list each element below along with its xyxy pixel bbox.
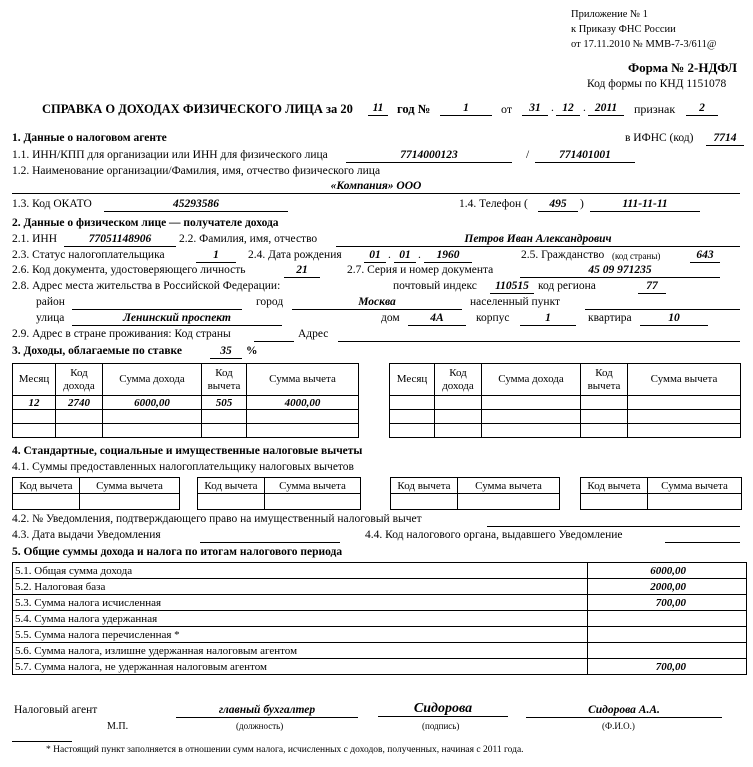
signature-caption: (подпись) <box>422 721 460 731</box>
deduction-code-label: Код вычета <box>13 478 80 494</box>
agent-name-label: 1.2. Наименование организации/Фамилия, имя, отчество физического лица <box>12 165 381 177</box>
foreign-country-label: 2.9. Адрес в стране проживания: Код страны <box>12 328 231 340</box>
total-income-value[interactable]: 6000,00 <box>588 563 747 579</box>
dob-dot: . <box>418 249 421 261</box>
form-name: Форма № 2-НДФЛ <box>628 60 738 75</box>
notice-date-label: 4.3. Дата выдачи Уведомления <box>12 529 161 541</box>
notice-organ-field[interactable] <box>665 542 740 543</box>
col-month: Месяц <box>390 364 435 396</box>
flat-field[interactable]: 10 <box>640 313 708 326</box>
flat-label: квартира <box>588 312 632 324</box>
date-day-field[interactable]: 31 <box>522 103 548 116</box>
dob-dot: . <box>388 249 391 261</box>
table-row <box>13 563 747 579</box>
cell-deduction-code[interactable]: 505 <box>202 396 247 410</box>
building-label: корпус <box>476 312 510 324</box>
cell-deduction-sum[interactable]: 4000,00 <box>247 396 359 410</box>
status-label: 2.3. Статус налогоплательщика <box>12 249 165 261</box>
tax-base-label: 5.2. Налоговая база <box>13 579 588 595</box>
doc-series-label: 2.7. Серия и номер документа <box>347 264 494 276</box>
deduction-table-4 <box>580 477 742 510</box>
col-month: Месяц <box>13 364 56 396</box>
cell-income-sum[interactable]: 6000,00 <box>103 396 202 410</box>
income-table-right <box>389 363 741 438</box>
date-year-field[interactable]: 2011 <box>588 103 624 116</box>
fio-field[interactable]: Петров Иван Александрович <box>336 234 740 247</box>
phone-label: 1.4. Телефон ( <box>459 198 528 210</box>
appendix-line-2: к Приказу ФНС России <box>571 24 676 35</box>
year-field[interactable]: 11 <box>368 103 388 116</box>
date-from-label: от <box>501 102 513 116</box>
section-2-title: 2. Данные о физическом лице — получателе дохода <box>12 217 279 229</box>
dob-day-field[interactable]: 01 <box>364 250 386 263</box>
locality-label: населенный пункт <box>470 296 561 308</box>
table-row <box>390 410 741 424</box>
income-table-left <box>12 363 359 438</box>
col-deduction-sum: Сумма вычета <box>628 364 741 396</box>
cell-income-code[interactable]: 2740 <box>56 396 103 410</box>
okato-label: 1.3. Код ОКАТО <box>12 198 92 210</box>
deduction-code-label: Код вычета <box>198 478 265 494</box>
table-row <box>13 643 747 659</box>
deduction-table-1 <box>12 477 180 510</box>
col-income-sum: Сумма дохода <box>482 364 581 396</box>
document-title: СПРАВКА О ДОХОДАХ ФИЗИЧЕСКОГО ЛИЦА за 20 <box>42 102 353 116</box>
citizenship-label: 2.5. Гражданство <box>521 249 605 261</box>
notice-date-field[interactable] <box>200 542 340 543</box>
sign-label: признак <box>634 102 676 116</box>
col-income-code: Код дохода <box>435 364 482 396</box>
deduction-table-3 <box>390 477 560 510</box>
form-knd: Код формы по КНД 1151078 <box>587 78 727 90</box>
doc-code-label: 2.6. Код документа, удостоверяющего личность <box>12 264 246 276</box>
foreign-country-field[interactable] <box>254 341 294 342</box>
appendix-line-3: от 17.11.2010 № ММВ-7-3/611@ <box>571 39 717 50</box>
col-income-sum: Сумма дохода <box>103 364 202 396</box>
deduction-table-2 <box>197 477 361 510</box>
notice-number-field[interactable] <box>487 526 740 527</box>
house-label: дом <box>381 312 400 324</box>
col-deduction-code: Код вычета <box>581 364 628 396</box>
fio-label: 2.2. Фамилия, имя, отчество <box>179 233 318 245</box>
date-month-field[interactable]: 12 <box>556 103 580 116</box>
table-row <box>13 627 747 643</box>
zip-label: почтовый индекс <box>393 280 477 292</box>
person-inn-field[interactable]: 77051148906 <box>64 234 176 247</box>
dob-month-field[interactable]: 01 <box>394 250 416 263</box>
deduction-code-label: Код вычета <box>391 478 458 494</box>
deductions-subtitle: 4.1. Суммы предоставленных налогоплательщику налоговых вычетов <box>12 461 354 473</box>
table-row <box>13 659 747 675</box>
citizenship-note: (код страны) <box>612 251 661 261</box>
number-field[interactable]: 1 <box>440 103 492 116</box>
ifns-label: в ИФНС (код) <box>625 132 694 144</box>
tax-overwithheld-label: 5.6. Сумма налога, излишне удержанная налоговым агентом <box>13 643 588 659</box>
signer-name-field[interactable]: Сидорова А.А. <box>526 705 722 718</box>
tax-withheld-value[interactable] <box>588 611 747 627</box>
doc-code-field[interactable]: 21 <box>284 265 320 278</box>
rate-percent: % <box>246 345 258 357</box>
region-field[interactable]: 77 <box>638 281 666 294</box>
street-field[interactable]: Ленинский проспект <box>72 313 282 326</box>
appendix-line-1: Приложение № 1 <box>571 9 648 20</box>
rate-field[interactable]: 35 <box>210 346 242 359</box>
agent-name-field[interactable]: «Компания» ООО <box>12 181 740 194</box>
table-row <box>390 396 741 410</box>
zip-field[interactable]: 110515 <box>490 281 534 294</box>
table-row <box>13 410 359 424</box>
region-label: код региона <box>538 280 596 292</box>
number-label: год № <box>397 102 431 116</box>
inn-kpp-slash: / <box>526 149 530 161</box>
col-deduction-code: Код вычета <box>202 364 247 396</box>
agent-inn-label: 1.1. ИНН/КПП для организации или ИНН для физического лица <box>12 149 328 161</box>
deduction-sum-label: Сумма вычета <box>265 478 361 494</box>
table-row <box>13 595 747 611</box>
deduction-sum-label: Сумма вычета <box>648 478 742 494</box>
doc-series-field[interactable]: 45 09 971235 <box>520 265 720 278</box>
tax-overwithheld-value[interactable] <box>588 643 747 659</box>
tax-transferred-value[interactable] <box>588 627 747 643</box>
sign-field[interactable]: 2 <box>686 103 718 116</box>
tax-not-withheld-value[interactable]: 700,00 <box>588 659 747 675</box>
okato-field[interactable]: 45293586 <box>104 199 288 212</box>
phone-field[interactable]: 111-11-11 <box>590 199 700 212</box>
district-label: район <box>36 296 65 308</box>
date-dot: . <box>551 102 554 114</box>
position-field[interactable]: главный бухгалтер <box>176 705 358 718</box>
tax-withheld-label: 5.4. Сумма налога удержанная <box>13 611 588 627</box>
street-label: улица <box>36 312 65 324</box>
total-income-label: 5.1. Общая сумма дохода <box>13 563 588 579</box>
district-field[interactable] <box>72 309 242 310</box>
citizenship-field[interactable]: 643 <box>690 250 720 263</box>
deduction-code-label: Код вычета <box>581 478 648 494</box>
tax-transferred-label: 5.5. Сумма налога перечисленная * <box>13 627 588 643</box>
table-row <box>13 611 747 627</box>
agent-inn-field[interactable]: 7714000123 <box>346 150 512 163</box>
agent-kpp-field[interactable]: 771401001 <box>535 150 635 163</box>
foreign-address-label: Адрес <box>298 328 329 340</box>
footnote: * Настоящий пункт заполняется в отношении сумм налога, исчисленных с доходов, полученных, начиная с 2011 года. <box>46 745 524 755</box>
foreign-address-field[interactable] <box>338 341 740 342</box>
ifns-field[interactable]: 7714 <box>706 133 744 146</box>
tax-not-withheld-label: 5.7. Сумма налога, не удержанная налоговым агентом <box>13 659 588 675</box>
date-dot: . <box>583 102 586 114</box>
phone-code-field[interactable]: 495 <box>538 199 578 212</box>
position-caption: (должность) <box>236 721 284 731</box>
notice-number-label: 4.2. № Уведомления, подтверждающего право на имущественный налоговый вычет <box>12 513 422 525</box>
section-5-title: 5. Общие суммы дохода и налога по итогам налогового периода <box>12 546 343 558</box>
city-field[interactable]: Москва <box>292 297 462 310</box>
dob-year-field[interactable]: 1960 <box>424 250 472 263</box>
phone-close: ) <box>580 198 584 210</box>
building-field[interactable]: 1 <box>520 313 576 326</box>
tax-base-value[interactable]: 2000,00 <box>588 579 747 595</box>
house-field[interactable]: 4А <box>408 313 466 326</box>
person-inn-label: 2.1. ИНН <box>12 233 58 245</box>
tax-agent-label: Налоговый агент <box>14 704 98 716</box>
notice-organ-label: 4.4. Код налогового органа, выдавшего Уведомление <box>365 529 623 541</box>
table-row <box>13 396 359 410</box>
table-row <box>13 579 747 595</box>
section-3-title: 3. Доходы, облагаемые по ставке <box>12 345 182 357</box>
col-deduction-sum: Сумма вычета <box>247 364 359 396</box>
section-1-title: 1. Данные о налоговом агенте <box>12 132 167 144</box>
table-row <box>390 424 741 438</box>
stamp-label: М.П. <box>107 721 129 732</box>
deduction-sum-label: Сумма вычета <box>80 478 180 494</box>
dob-label: 2.4. Дата рождения <box>248 249 342 261</box>
totals-table <box>12 562 747 675</box>
city-label: город <box>256 296 284 308</box>
status-field[interactable]: 1 <box>196 250 236 263</box>
tax-calculated-label: 5.3. Сумма налога исчисленная <box>13 595 588 611</box>
section-4-title: 4. Стандартные, социальные и имущественные налоговые вычеты <box>12 445 363 457</box>
table-row <box>13 424 359 438</box>
footnote-divider <box>12 741 72 742</box>
signer-name-caption: (Ф.И.О.) <box>602 721 635 731</box>
tax-calculated-value[interactable]: 700,00 <box>588 595 747 611</box>
signature-field[interactable]: Сидорова <box>378 702 508 717</box>
address-label: 2.8. Адрес места жительства в Российской Федерации: <box>12 280 281 292</box>
deduction-sum-label: Сумма вычета <box>458 478 560 494</box>
cell-month[interactable]: 12 <box>13 396 56 410</box>
col-income-code: Код дохода <box>56 364 103 396</box>
locality-field[interactable] <box>585 309 740 310</box>
